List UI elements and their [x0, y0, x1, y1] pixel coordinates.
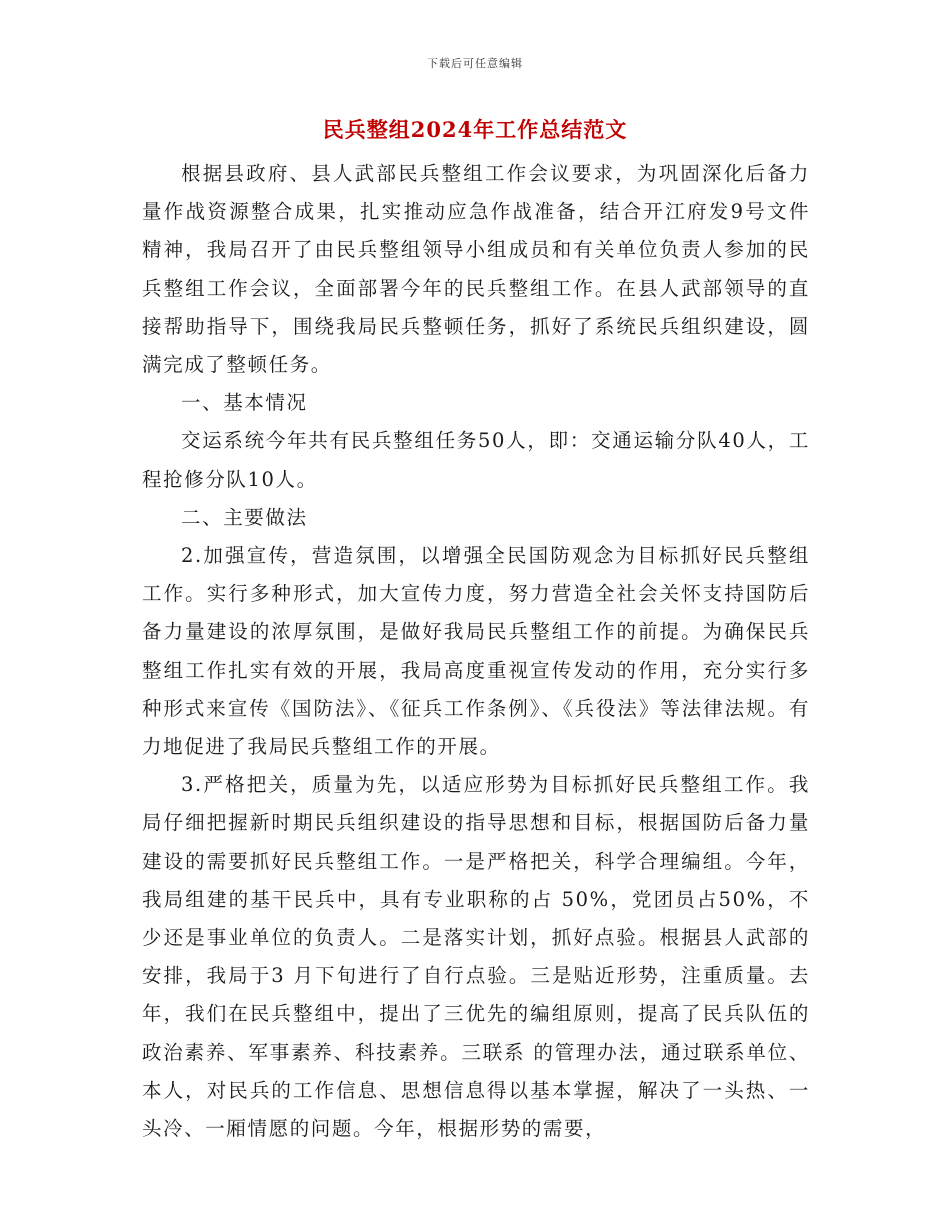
paragraph-method-3: 3.严格把关，质量为先，以适应形势为目标抓好民兵整组工作。我局仔细把握新时期民兵组织建设的指导思想和目标，根据国防后备力量建设的需要抓好民兵整组工作。一是严格把关，科学合理编组。今年，我局组建的基干民兵中，具有专业职称的占 50%，党团员占50%，不少还是事业单位的负责人。二是落实计划，抓好点验。根据县人武部的安排，我局于3 月下旬进行了自行点验。三是贴近形势，注重质量。去年，我们在民兵整组中，提出了三优先的编组原则，提高了民兵队伍的政治素养、军事素养、科技素养。三联系 的管理办法，通过联系单位、本人，对民兵的工作信息、思想信息得以基本掌握，解决了一头热、一头冷、一厢情愿的问题。今年，根据形势的需要，	[142, 773, 810, 1141]
section-heading-methods: 二、主要做法	[181, 505, 308, 529]
document-body	[142, 155, 810, 1148]
paragraph-intro: 根据县政府、县人武部民兵整组工作会议要求，为巩固深化后备力量作战资源整合成果，扎实推动应急作战准备，结合开江府发9号文件精神，我局召开了由民兵整组领导小组成员和有关单位负责人参加的民兵整组工作会议，全面部署今年的民兵整组工作。在县人武部领导的直接帮助指导下，围绕我局民兵整顿任务，抓好了系统民兵组织建设，圆满完成了整顿任务。	[142, 162, 810, 377]
paragraph-method-2: 2.加强宣传，营造氛围，以增强全民国防观念为目标抓好民兵整组工作。实行多种形式，加大宣传力度，努力营造全社会关怀支持国防后备力量建设的浓厚氛围，是做好我局民兵整组工作的前提。为确保民兵整组工作扎实有效的开展，我局高度重视宣传发动的作用，充分实行多种形式来宣传《国防法》、《征兵工作条例》、《兵役法》等法律法规。有力地促进了我局民兵整组工作的开展。	[142, 544, 810, 759]
section-heading-basic: 一、基本情况	[181, 391, 308, 415]
paragraph-basic: 交运系统今年共有民兵整组任务50人，即：交通运输分队40人，工程抢修分队10人。	[142, 429, 810, 491]
header-note: 下载后可任意编辑	[427, 57, 523, 70]
document-title: 民兵整组2024年工作总结范文	[322, 117, 628, 142]
